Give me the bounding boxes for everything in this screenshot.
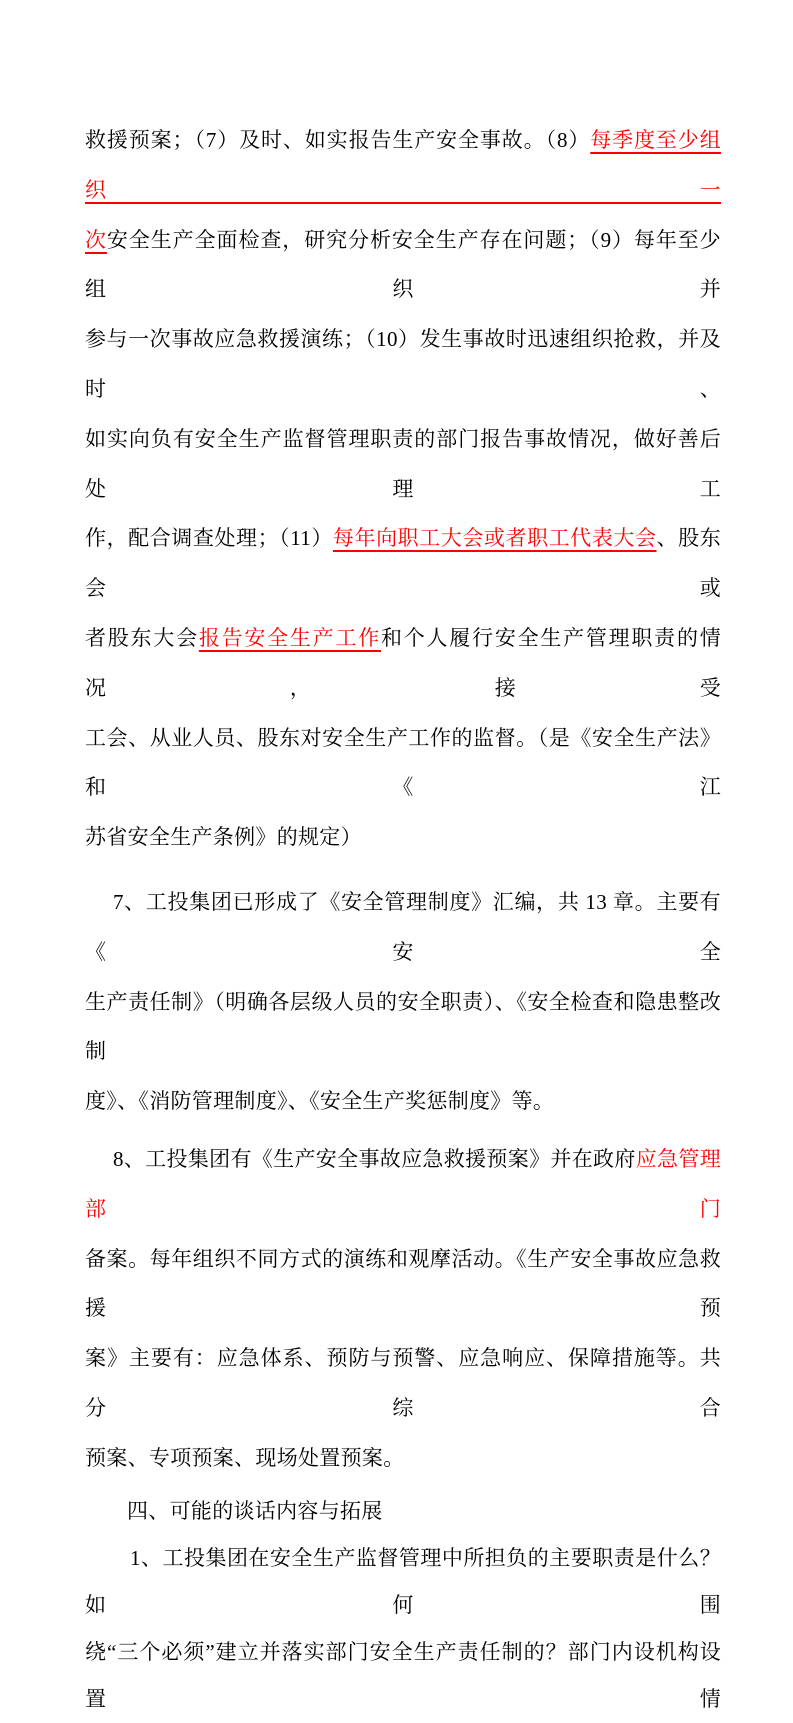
- heading-section-4-talk-topics: [85, 1488, 721, 1535]
- text-line: [85, 1434, 721, 1484]
- text-line: [85, 116, 721, 216]
- paragraph-7-management-system: [85, 878, 721, 1127]
- red-emphasis-text: 每年向职工大会或者职工代表大会: [332, 526, 657, 551]
- body-text: 7、工投集团已形成了《安全管理制度》汇编，共 13 章。主要有《安全: [85, 889, 721, 964]
- text-line: [85, 813, 721, 863]
- text-line: [85, 1535, 721, 1629]
- body-text: 生产责任制》（明确各层级人员的安全职责）、《安全检查和隐患整改制: [85, 989, 721, 1064]
- body-text: 预案、专项预案、现场处置预案。: [85, 1445, 405, 1470]
- body-text: 如实向负有安全生产监督管理职责的部门报告事故情况，做好善后处理工: [85, 426, 721, 501]
- body-text: 绕“三个必须”建立并落实部门安全生产责任制的？部门内设机构设置情: [85, 1639, 721, 1711]
- paragraph-safety-duties-continued: [85, 116, 721, 863]
- document-body: [85, 116, 721, 1723]
- body-text: 救援预案；（7）及时、如实报告生产安全事故。（8）: [85, 128, 591, 152]
- body-text: 备案。每年组织不同方式的演练和观摩活动。《生产安全事故应急救援预: [85, 1246, 721, 1321]
- text-line: [85, 315, 721, 415]
- body-text: 者股东大会: [85, 625, 199, 650]
- body-text: 和个人履行安全生产管理职责的情况，接受: [85, 625, 722, 700]
- body-text: 作，配合调查处理；（11）: [85, 526, 333, 551]
- body-text: 1、工投集团在安全生产监督管理中所担负的主要职责是什么？如何围: [85, 1545, 721, 1617]
- text-line: [85, 978, 721, 1078]
- text-line: [85, 878, 721, 978]
- red-emphasis-text: 应急管理部门: [85, 1146, 722, 1221]
- body-text: 安全生产全面检查，研究分析安全生产存在问题；（9）每年至少组织并: [85, 227, 721, 302]
- body-text: 工会、从业人员、股东对安全生产工作的监督。（是《安全生产法》和《江: [85, 725, 721, 800]
- paragraph-question-1: [85, 1535, 721, 1723]
- paragraph-8-emergency-plan: [85, 1135, 721, 1484]
- text-line: [85, 1334, 721, 1434]
- text-line: [85, 714, 721, 814]
- text-line: [85, 1488, 721, 1535]
- body-text: 苏省安全生产条例》的规定）: [85, 825, 362, 850]
- body-text: 四、可能的谈话内容与拓展: [127, 1498, 383, 1523]
- text-line: [85, 514, 721, 614]
- text-line: [85, 415, 721, 515]
- red-emphasis-text: 报告安全生产工作: [198, 625, 381, 650]
- text-line: [85, 216, 721, 316]
- text-line: [85, 1235, 721, 1335]
- red-emphasis-text: 次: [85, 227, 107, 252]
- body-text: 、股东会或: [85, 526, 721, 601]
- text-line: [85, 1135, 721, 1235]
- red-emphasis-text: 每季度至少组织一: [85, 128, 721, 202]
- body-text: 8、工投集团有《生产安全事故应急救援预案》并在政府: [113, 1146, 636, 1171]
- text-line: [85, 1629, 721, 1723]
- body-text: 案》主要有：应急体系、预防与预警、应急响应、保障措施等。共分综合: [85, 1346, 721, 1420]
- text-line: [85, 1077, 721, 1127]
- body-text: 度》、《消防管理制度》、《安全生产奖惩制度》等。: [85, 1089, 555, 1114]
- body-text: 参与一次事故应急救援演练；（10）发生事故时迅速组织抢救，并及时、: [85, 327, 721, 401]
- text-line: [85, 614, 721, 714]
